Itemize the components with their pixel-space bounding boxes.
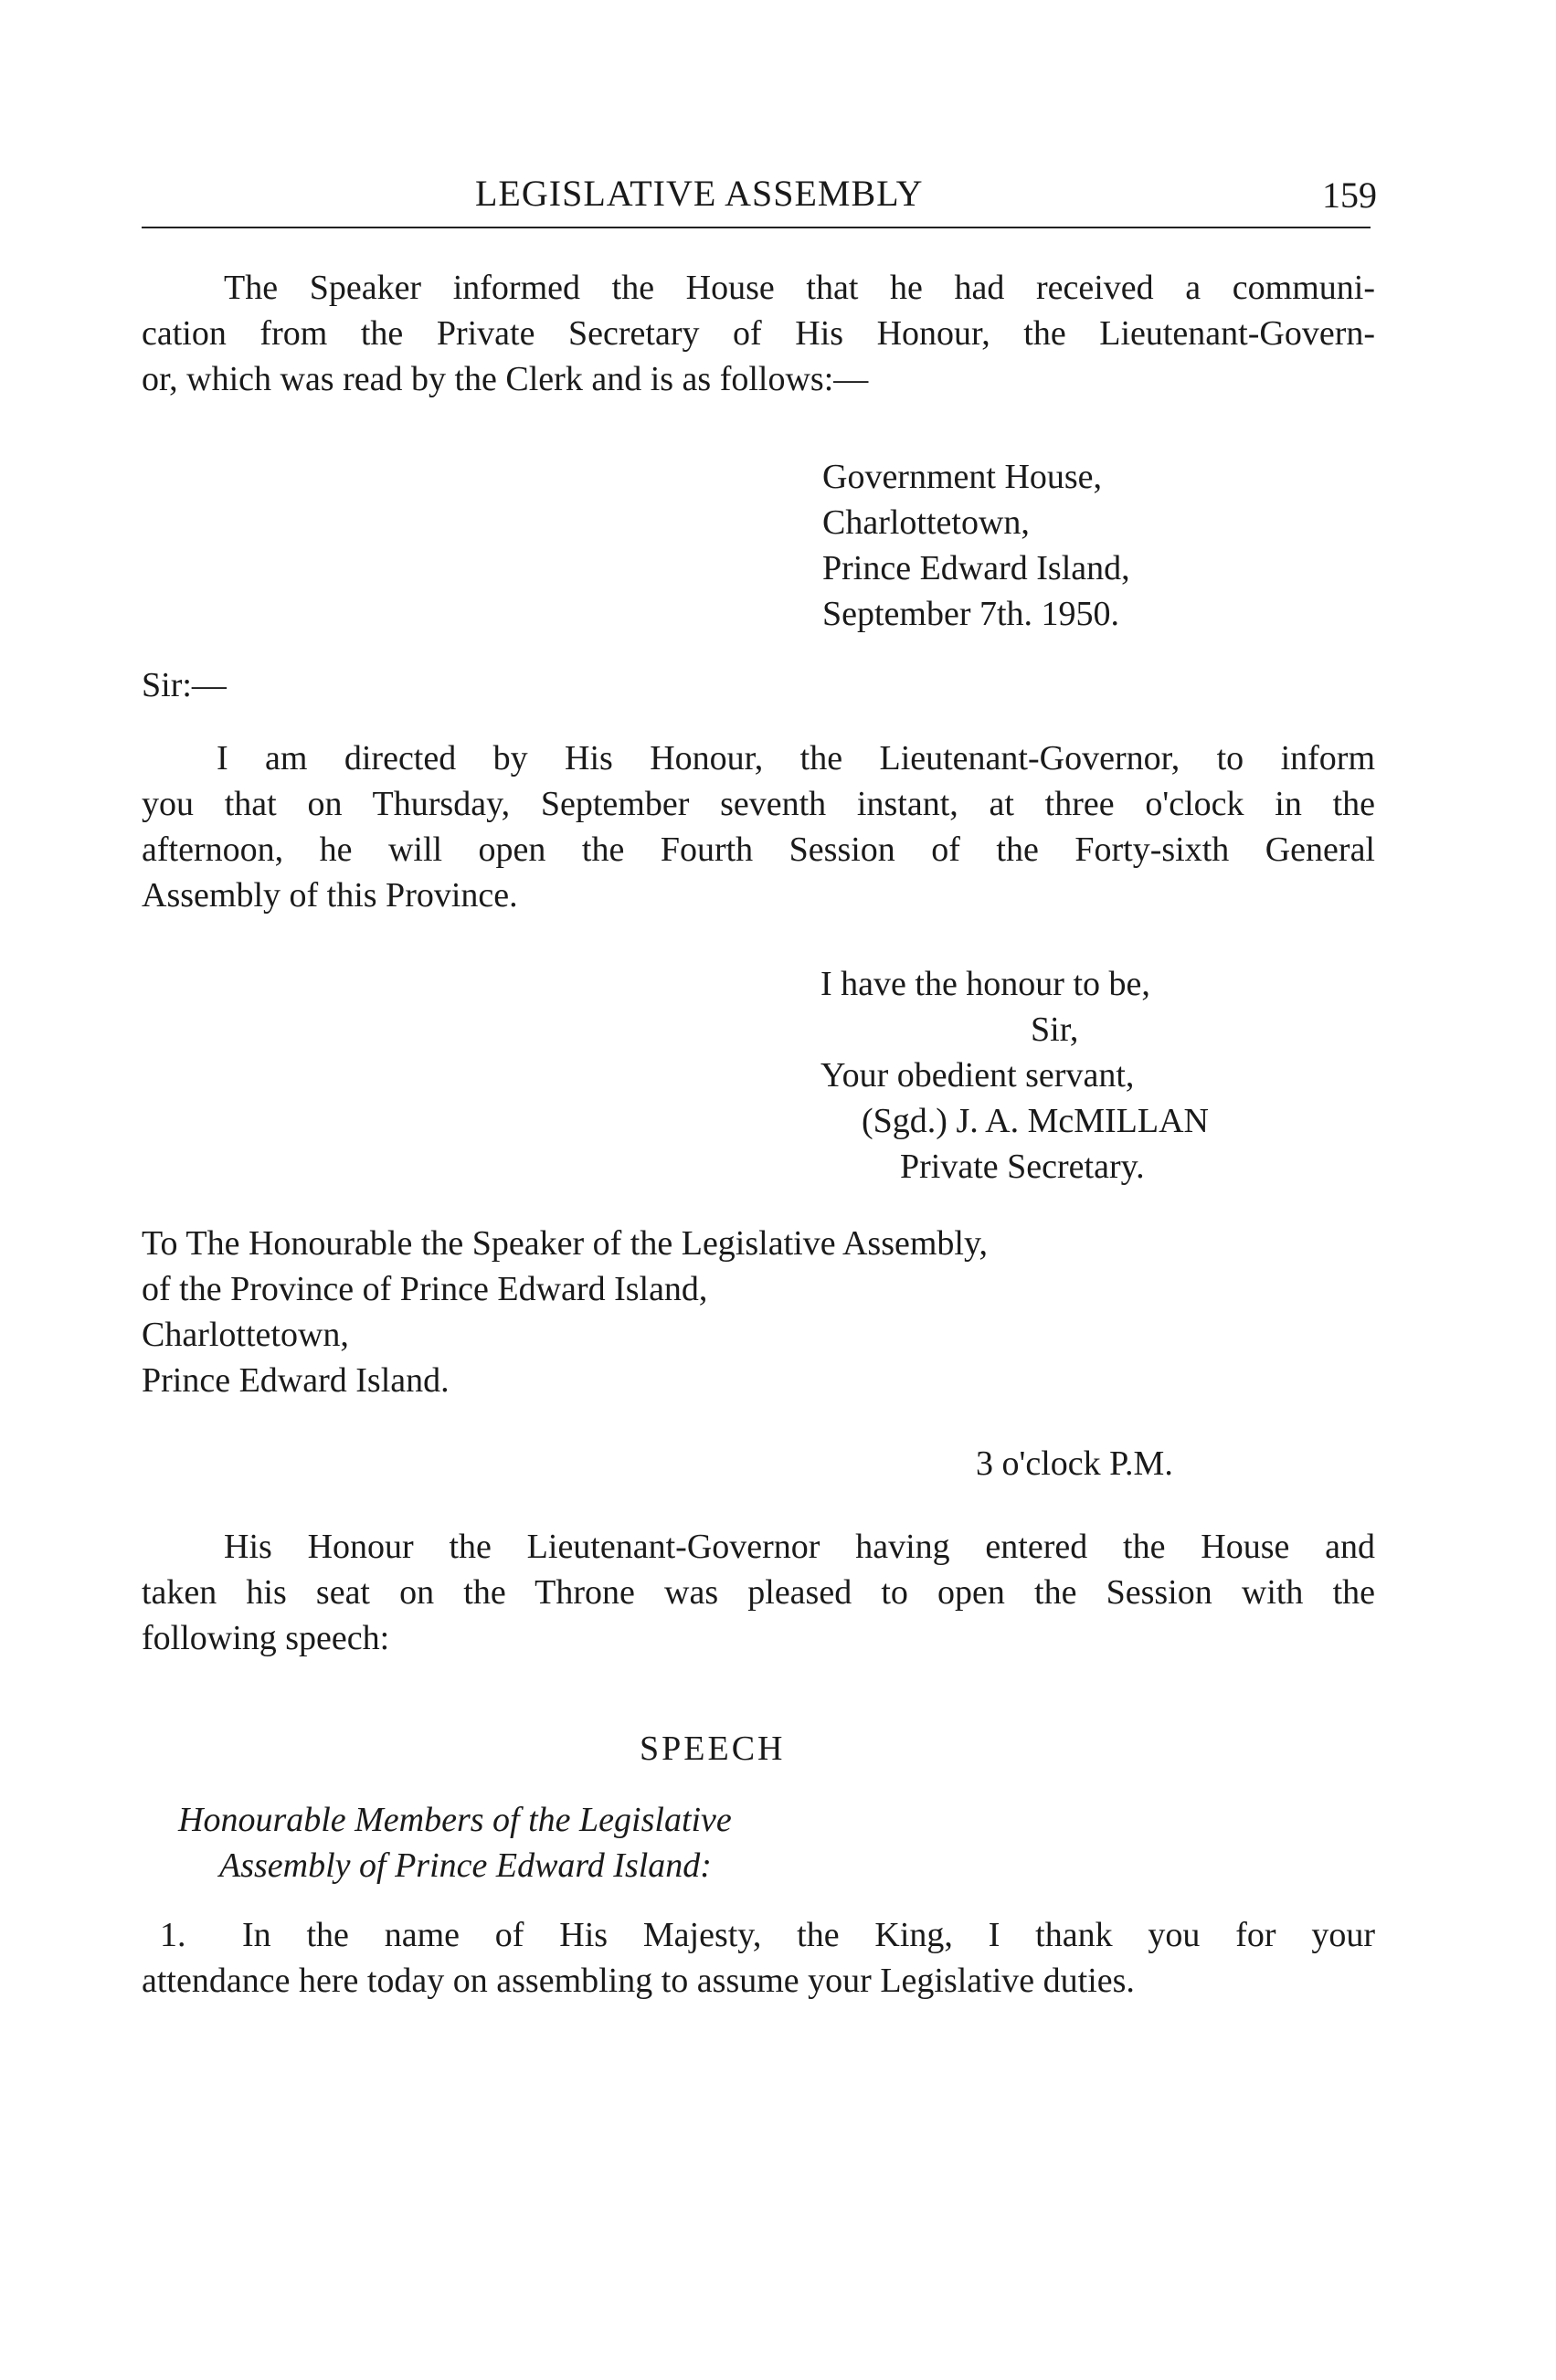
speech-item-number: 1. — [160, 1916, 186, 1954]
running-header-title: LEGISLATIVE ASSEMBLY — [475, 173, 924, 214]
recipient-address — [142, 1221, 988, 1403]
speech-heading: SPEECH — [640, 1729, 786, 1768]
signature-line: (Sgd.) J. A. McMILLAN — [862, 1102, 1209, 1140]
closing-line-3: Your obedient servant, — [820, 1056, 1135, 1095]
letter-body-line: afternoon, he will open the Fourth Session of the Forty-sixth General — [142, 830, 1375, 869]
sender-address-line: Government House, — [822, 458, 1103, 496]
page-number: 159 — [1322, 175, 1377, 216]
recipient-address-line: Prince Edward Island. — [142, 1361, 450, 1400]
speech-item-line: attendance here today on assembling to assume your Legislative duties. — [142, 1962, 1135, 2000]
sender-address-line: Prince Edward Island, — [822, 549, 1130, 587]
speech-item-text: In the name of His Majesty, the King, I thank you for your — [242, 1916, 1375, 1954]
speech-salutation-line: Honourable Members of the Legislative — [178, 1801, 732, 1839]
letter-body-line: Assembly of this Province. — [142, 876, 518, 915]
header-rule — [142, 227, 1371, 228]
letter-salutation: Sir:— — [142, 666, 227, 704]
sender-address-line: Charlottetown, — [822, 503, 1030, 542]
speech-salutation — [178, 1797, 732, 1888]
entry-line: His Honour the Lieutenant-Governor having entered the House and — [224, 1528, 1375, 1566]
time-note: 3 o'clock P.M. — [976, 1444, 1173, 1483]
letter-body-line: you that on Thursday, September seventh instant, at three o'clock in the — [142, 785, 1375, 823]
signatory-title: Private Secretary. — [900, 1148, 1145, 1186]
speech-item-1 — [142, 1912, 1375, 2004]
intro-line: The Speaker informed the House that he had received a communi- — [224, 269, 1375, 307]
entry-line: following speech: — [142, 1619, 390, 1657]
sender-address — [822, 454, 1130, 637]
closing-line-1: I have the honour to be, — [820, 965, 1150, 1003]
closing-line-2: Sir, — [1031, 1010, 1079, 1049]
entry-line: taken his seat on the Throne was pleased to open the Session with the — [142, 1573, 1375, 1612]
recipient-address-line: Charlottetown, — [142, 1316, 349, 1354]
sender-address-line: September 7th. 1950. — [822, 595, 1120, 633]
entry-paragraph — [142, 1524, 1375, 1661]
speech-salutation-line: Assembly of Prince Edward Island: — [219, 1846, 712, 1885]
intro-line: or, which was read by the Clerk and is as follows:— — [142, 360, 869, 398]
speech-item-line — [142, 1912, 1375, 1958]
recipient-address-line: To The Honourable the Speaker of the Legislative Assembly, — [142, 1224, 988, 1263]
recipient-address-line: of the Province of Prince Edward Island, — [142, 1270, 708, 1308]
letter-body — [142, 735, 1375, 918]
letter-body-line: I am directed by His Honour, the Lieutenant-Governor, to inform — [217, 739, 1375, 777]
intro-line: cation from the Private Secretary of His Honour, the Lieutenant-Govern- — [142, 314, 1375, 353]
intro-paragraph — [142, 265, 1375, 402]
